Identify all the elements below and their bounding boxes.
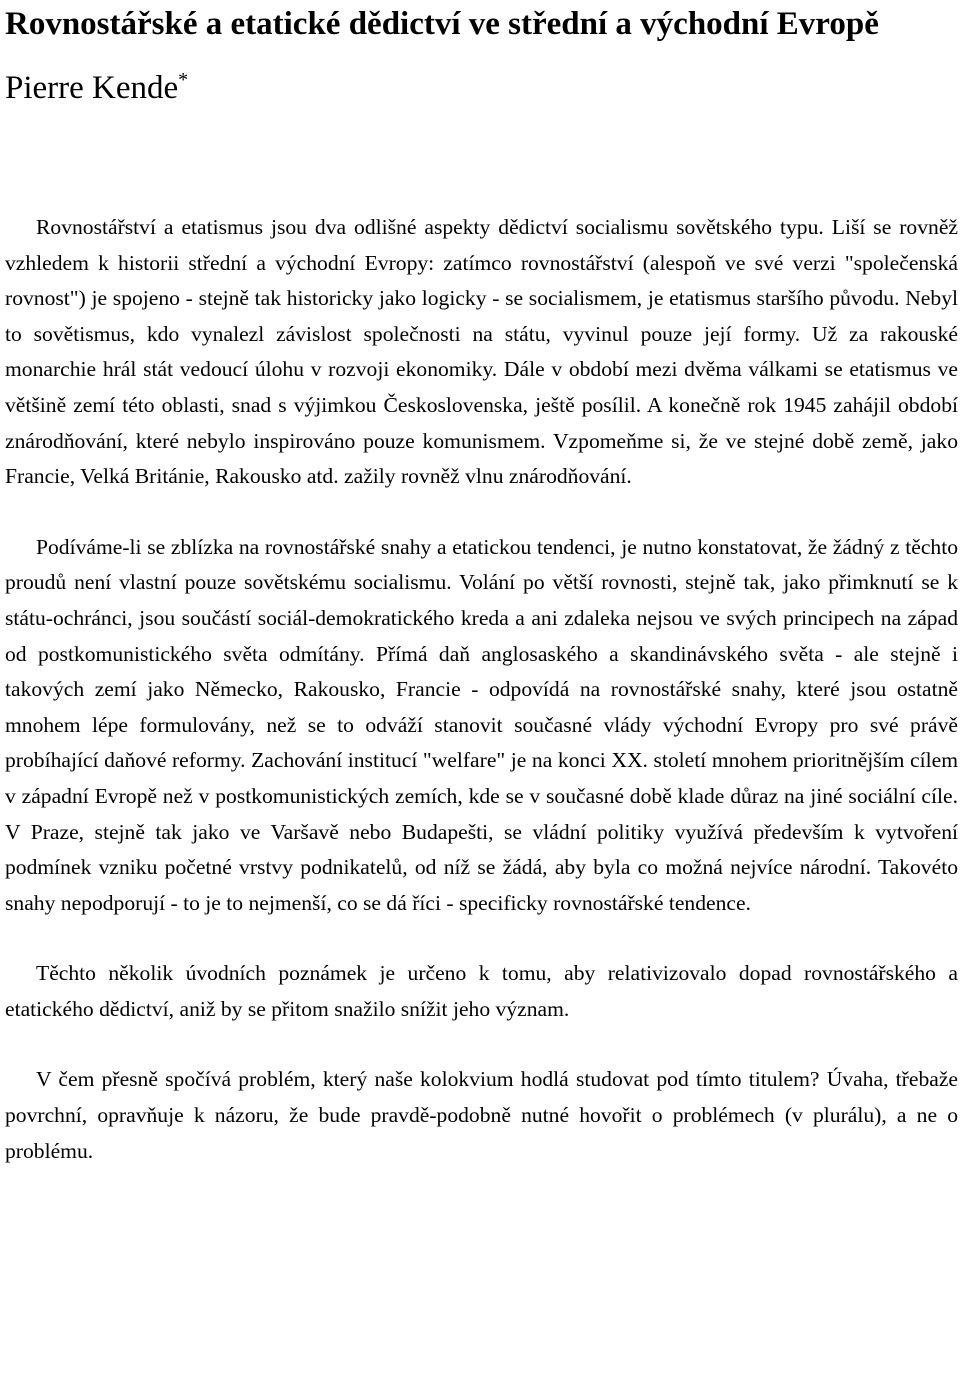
body-text: [5, 210, 958, 1169]
author-line: [5, 66, 958, 110]
paragraph: V čem přesně spočívá problém, který naše kolokvium hodlá studovat pod tímto titulem? Úvaha, třebaže povrchní, opravňuje k názoru, že bude pravdě-podobně nutné hovořit o problémech (v plurálu), a ne o problému.: [5, 1067, 958, 1163]
paragraph: Těchto několik úvodních poznámek je určeno k tomu, aby relativizovalo dopad rovnostářského a etatického dědictví, aniž by se přitom snažilo snížit jeho význam.: [5, 961, 958, 1021]
paragraph: Rovnostářství a etatismus jsou dva odlišné aspekty dědictví socialismu sovětského typu. Liší se rovněž vzhledem k historii střední a východní Evropy: zatímco rovnostářství (alespoň ve své verzi "společenská rovnost") je spojeno - stejně tak historicky jako logicky - se socialismem, je etatismus staršího původu. Nebyl to sovětismus, kdo vynalezl závislost společnosti na státu, vyvinul pouze její formy. Už za rakouské monarchie hrál stát vedoucí úlohu v rozvoji ekonomiky. Dále v období mezi dvěma válkami se etatismus ve většině zemí této oblasti, snad s výjimkou Československa, ještě posílil. A konečně rok 1945 zahájil období znárodňování, které nebylo inspirováno pouze komunismem. Vzpomeňme si, že ve stejné době země, jako Francie, Velká Británie, Rakousko atd. zažily rovněž vlnu znárodňování.: [5, 215, 958, 489]
author-name: Pierre Kende: [5, 70, 179, 106]
author-footnote-mark: *: [178, 69, 189, 91]
paragraph: Podíváme-li se zblízka na rovnostářské snahy a etatickou tendenci, je nutno konstatovat, že žádný z těchto proudů není vlastní pouze sovětskému socialismu. Volání po větší rovnosti, stejně tak, jako přimknutí se k státu-ochránci, jsou součástí sociál-demokratického kreda a ani zdaleka nejsou ve svých principech na západ od postkomunistického světa odmítány. Přímá daň anglosaského a skandinávského světa - ale stejně i takových zemí jako Německo, Rakousko, Francie - odpovídá na rovnostářské snahy, které jsou ostatně mnohem lépe formulovány, než se to odváží stanovit současné vlády východní Evropy pro své právě probíhající daňové reformy. Zachování institucí "welfare" je na konci XX. století mnohem prioritnějším cílem v západní Evropě než v postkomunistických zemích, kde se v současné době klade důraz na jiné sociální cíle. V Praze, stejně tak jako ve Varšavě nebo Budapešti, se vládní politiky využívá především k vytvoření podmínek vzniku početné vrstvy podnikatelů, od níž se žádá, aby byla co možná nejvíce národní. Takovéto snahy nepodporují - to je to nejmenší, co se dá říci - specificky rovnostářské tendence.: [5, 534, 958, 915]
document-title: Rovnostářské a etatické dědictví ve střední a východní Evropě: [5, 6, 879, 42]
